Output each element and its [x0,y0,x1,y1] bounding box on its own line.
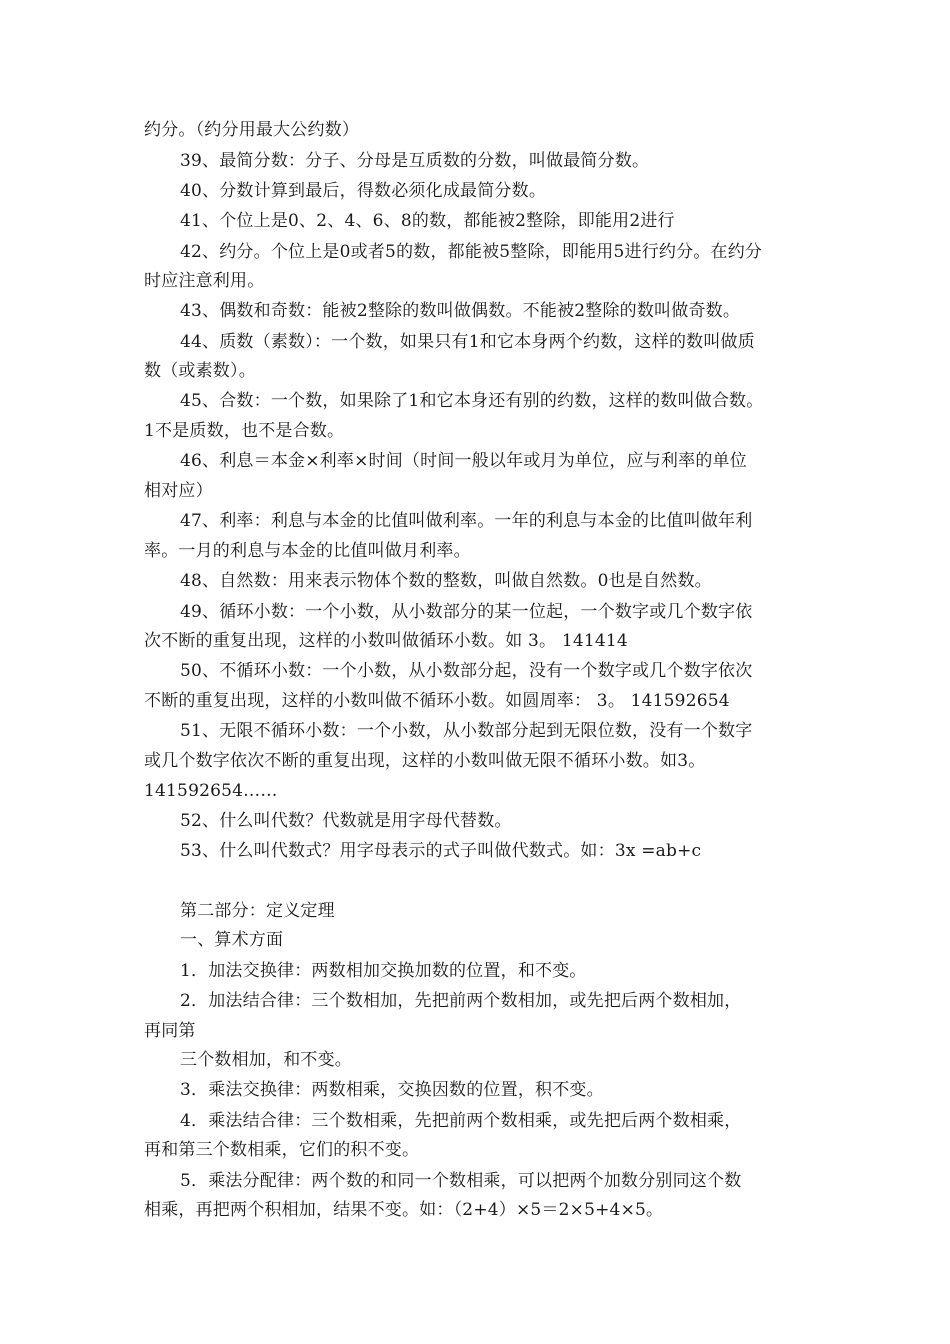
item-42-cont: 时应注意利用。 [144,271,265,291]
law-5: 5．乘法分配律：两个数的和同一个数相乘，可以把两个加数分别同这个数 [180,1171,742,1191]
item-49-cont: 次不断的重复出现，这样的小数叫做循环小数。如 3。 141414 [144,631,628,651]
item-42: 42、约分。个位上是0或者5的数，都能被5整除，即能用5进行约分。在约分 [180,242,763,262]
item-39: 39、最简分数：分子、分母是互质数的分数，叫做最简分数。 [180,151,650,171]
item-46-cont: 相对应） [144,481,213,501]
item-45-cont: 1不是质数，也不是合数。 [144,421,345,441]
text-line: 约分。（约分用最大公约数） [144,120,360,140]
item-50-cont: 不断的重复出现，这样的小数叫做不循环小数。如圆周率： 3。 141592654 [144,691,730,711]
item-51: 51、无限不循环小数：一个小数，从小数部分起到无限位数，没有一个数字 [180,721,753,741]
item-46: 46、利息＝本金×利率×时间（时间一般以年或月为单位，应与利率的单位 [180,451,747,471]
item-51-cont-2: 141592654…… [144,781,278,801]
item-40: 40、分数计算到最后，得数必须化成最简分数。 [180,181,547,201]
item-44: 44、质数（素数）：一个数，如果只有1和它本身两个约数，这样的数叫做质 [180,332,755,352]
item-47: 47、利率：利息与本金的比值叫做利率。一年的利息与本金的比值叫做年利 [180,511,753,531]
item-52: 52、什么叫代数？代数就是用字母代替数。 [180,811,512,831]
item-47-cont: 率。一月的利息与本金的比值叫做月利率。 [144,541,471,561]
item-53: 53、什么叫代数式？用字母表示的式子叫做代数式。如：3x =ab+c [180,841,702,861]
item-41: 41、个位上是0、2、4、6、8的数，都能被2整除，即能用2进行 [180,211,675,231]
item-43: 43、偶数和奇数：能被2整除的数叫做偶数。不能被2整除的数叫做奇数。 [180,301,741,321]
law-2-cont: 再同第 [144,1021,196,1041]
item-44-cont: 数（或素数）。 [144,361,256,381]
law-2-cont-2: 三个数相加，和不变。 [180,1050,352,1070]
subsection-heading: 一、算术方面 [180,930,284,950]
law-4-cont: 再和第三个数相乘，它们的积不变。 [144,1140,420,1160]
item-45: 45、合数：一个数，如果除了1和它本身还有别的约数，这样的数叫做合数。 [180,391,764,411]
section-heading: 第二部分：定义定理 [180,901,335,921]
law-5-cont: 相乘，再把两个积相加，结果不变。如：（2+4）×5＝2×5+4×5。 [144,1200,664,1220]
law-1: 1．加法交换律：两数相加交换加数的位置，和不变。 [180,961,587,981]
law-3: 3．乘法交换律：两数相乘，交换因数的位置，积不变。 [180,1080,604,1100]
item-49: 49、循环小数：一个小数，从小数部分的某一位起，一个数字或几个数字依 [180,602,753,622]
item-48: 48、自然数：用来表示物体个数的整数，叫做自然数。0也是自然数。 [180,571,712,591]
law-4: 4．乘法结合律：三个数相乘，先把前两个数相乘，或先把后两个数相乘， [180,1111,742,1131]
law-2: 2．加法结合律：三个数相加，先把前两个数相加，或先把后两个数相加， [180,991,742,1011]
item-50: 50、不循环小数：一个小数，从小数部分起，没有一个数字或几个数字依次 [180,661,753,681]
item-51-cont: 或几个数字依次不断的重复出现，这样的小数叫做无限不循环小数。如3。 [144,751,706,771]
